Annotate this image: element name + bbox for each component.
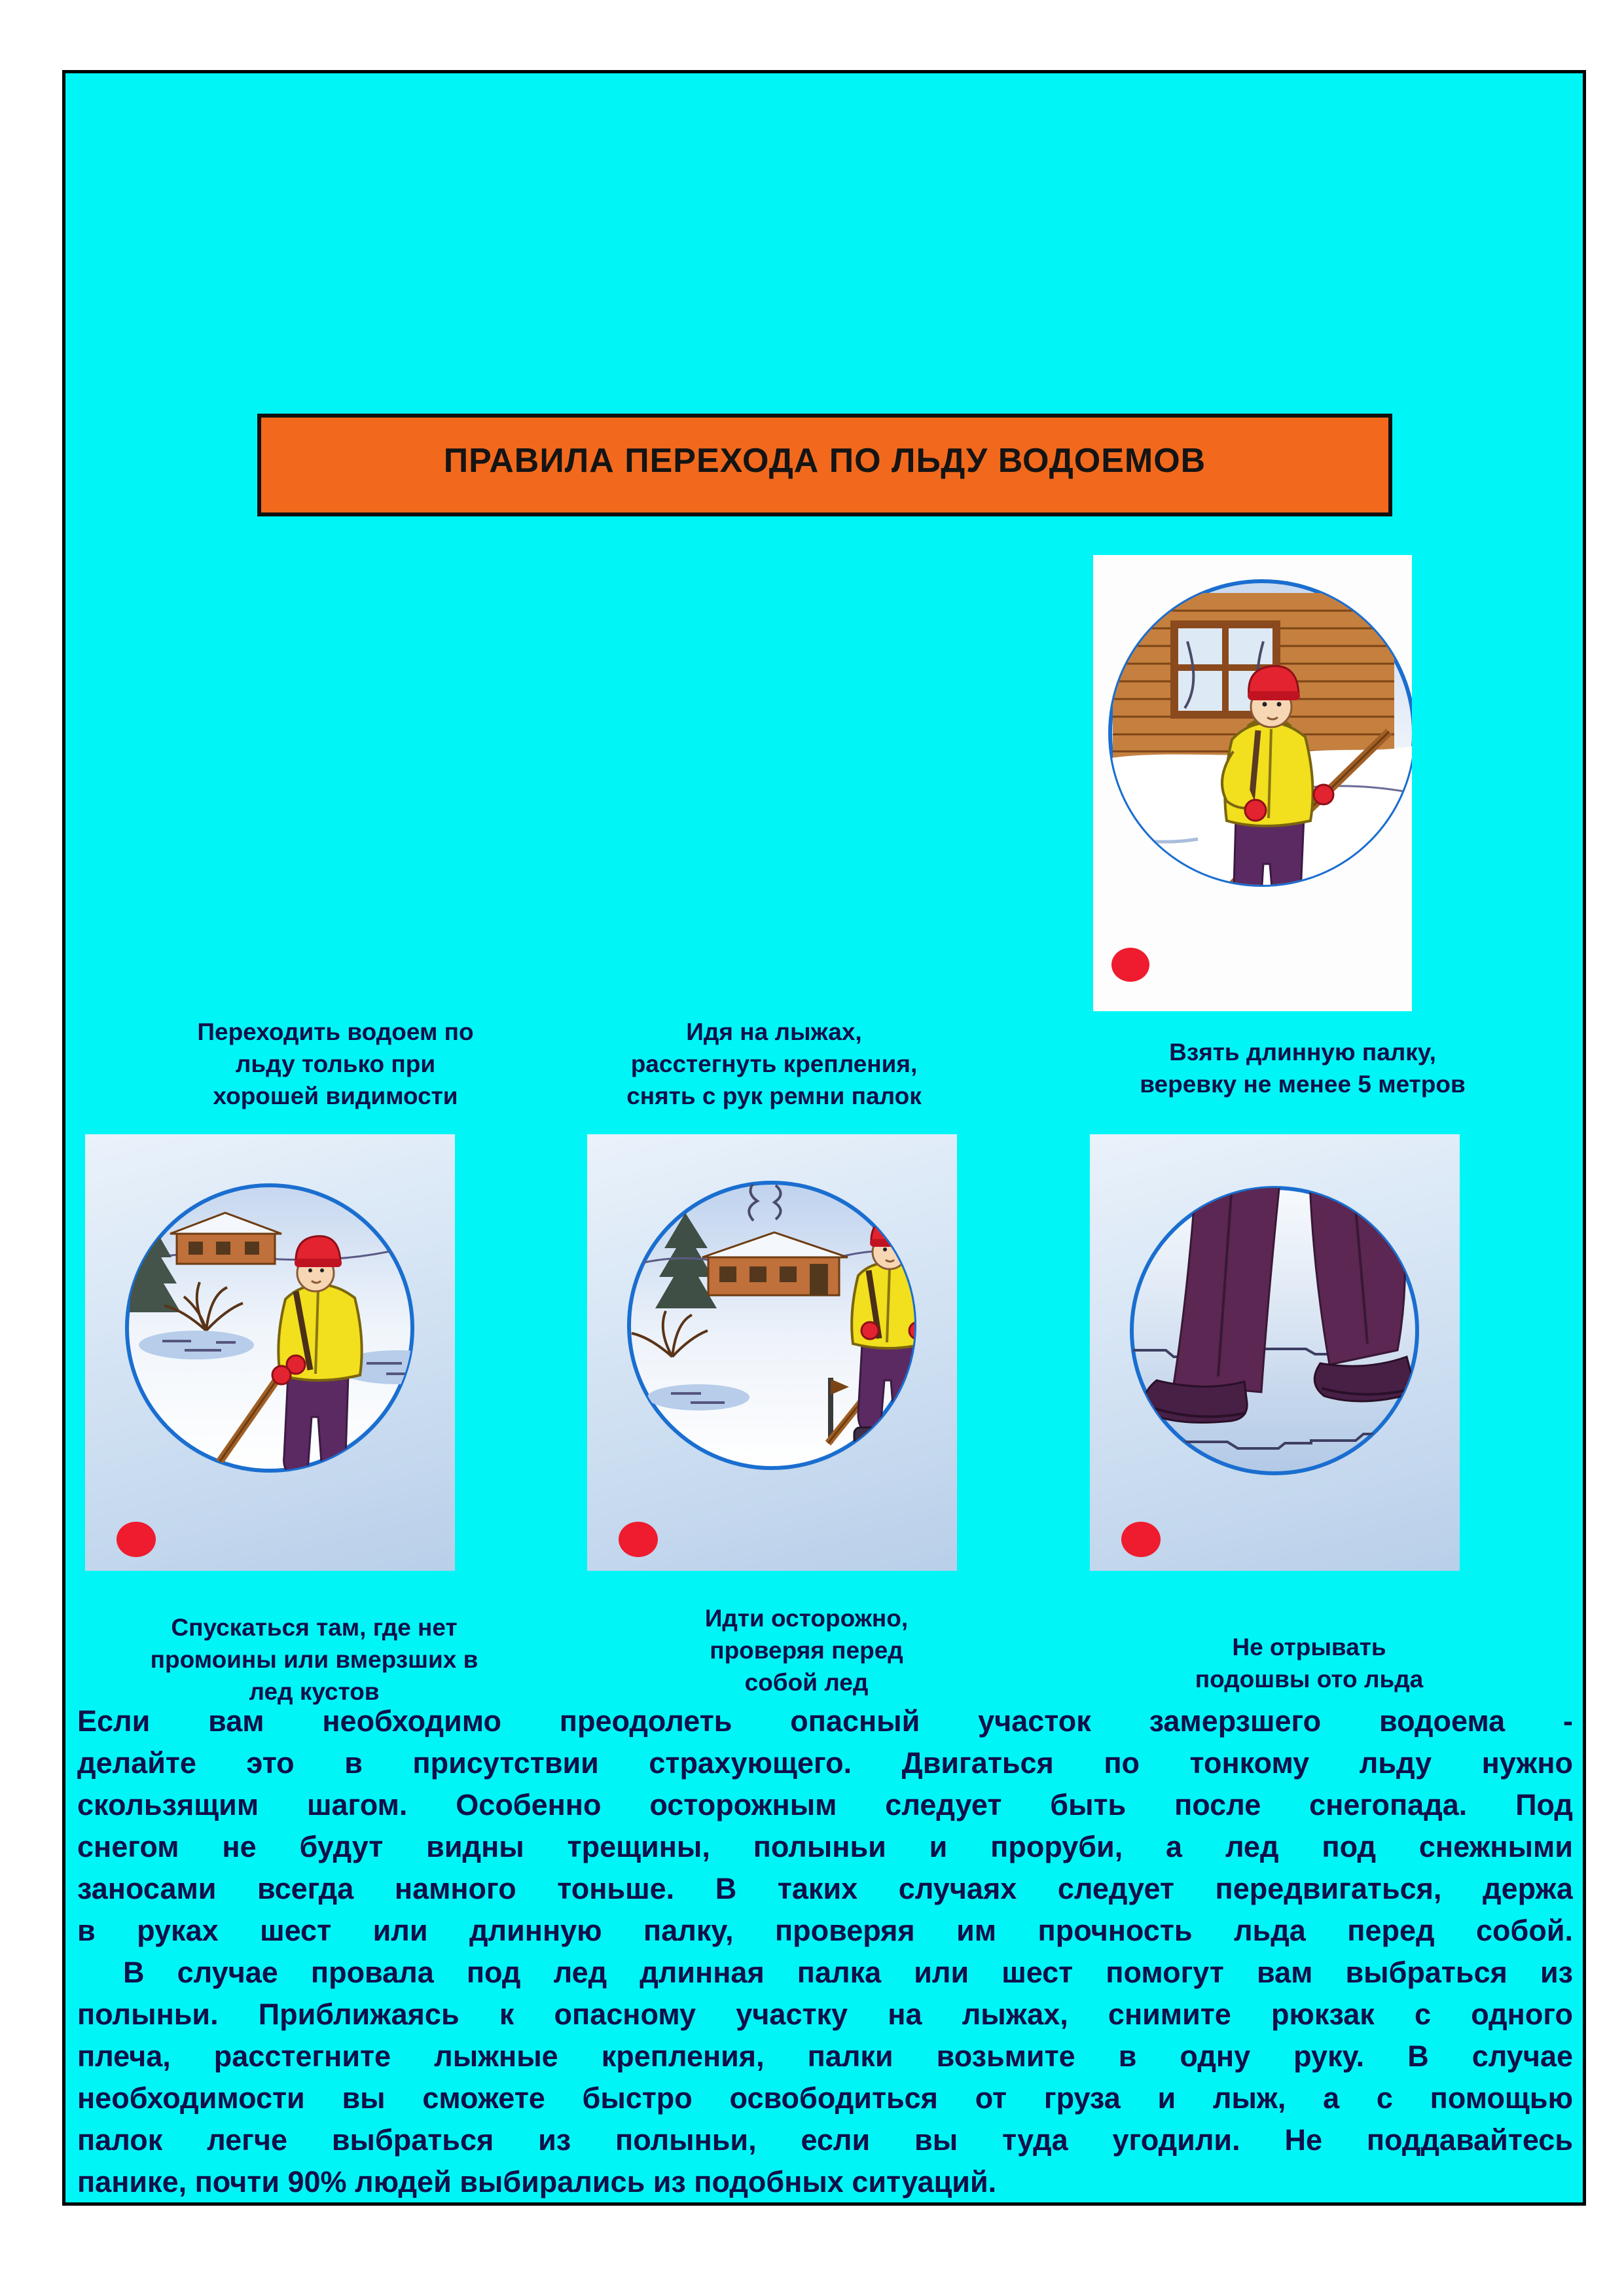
caption-good-visibility [151,1016,520,1112]
red-dot [117,1522,156,1557]
illustration-card-boots [1090,1134,1460,1571]
boots-illustration [1090,1134,1460,1571]
mitten [861,1322,878,1339]
boot [1228,922,1263,941]
caption-line: Спускаться там, где нет [171,1614,458,1641]
caption-line: хорошей видимости [213,1083,458,1109]
caption-line: Взять длинную палку, [1169,1039,1436,1066]
red-dot [1121,1522,1161,1557]
boot [335,1471,370,1489]
body-text-line: панике, почти 90% людей выбирались из подобных ситуаций. [77,2165,997,2198]
hero-illustration [1093,555,1412,1011]
body-text-line: Если вам необходимо преодолеть опасный участок замерзшего водоема - [77,1704,1573,1738]
body-text-line: снегом не будут видны трещины, полыньи и проруби, а лед под снежными [77,1830,1573,1863]
circle-frame [127,1185,412,1471]
caption-line: льду только при [235,1050,436,1077]
caption-walk-carefully [623,1602,990,1698]
frozen-patch [687,1477,818,1509]
body-text-line: плеча, расстегните лыжные крепления, палки возьмите в одну руку. В случае [77,2039,1573,2073]
caption-line: промоины или вмерзших в [150,1646,478,1673]
caption-line: лед кустов [249,1678,380,1705]
boot [1283,922,1320,941]
boot [908,1427,941,1444]
mitten [1245,800,1266,821]
body-text-line: в руках шест или длинную палку, проверяя им прочность льда перед собой. [77,1914,1573,1947]
body-text-line: палок легче выбраться из полыньи, если вы туда угодили. Не поддавайтесь [77,2123,1573,2157]
caption-keep-soles-on-ice [1126,1631,1492,1695]
mitten [909,1322,926,1339]
caption-line: подошвы ото льда [1195,1666,1424,1693]
caption-ski-bindings [589,1016,959,1112]
body-text-line: делайте это в присутствии страхующего. Двигаться по тонкому льду нужно [77,1746,1573,1780]
page-title: ПРАВИЛА ПЕРЕХОДА ПО ЛЬДУ ВОДОЕМОВ [443,441,1206,480]
caption-line: снять с рук ремни палок [626,1083,922,1109]
body-text-line: заносами всегда намного тоньше. В таких случаях следует передвигаться, держа [77,1872,1573,1905]
caption-line: Не отрывать [1232,1634,1386,1660]
caption-line: расстегнуть крепления, [630,1050,918,1077]
hero-illustration-card [1093,555,1412,1011]
caption-descend-safely [105,1611,524,1708]
caption-take-long-stick [1113,1036,1492,1100]
illustration-card-descend [85,1134,455,1571]
caption-line: веревку не менее 5 метров [1140,1071,1466,1098]
caption-line: Переходить водоем по [197,1018,474,1045]
body-text-line: полыньи. Приближаясь к опасному участку на лыжах, снимите рюкзак с одного [77,1998,1573,2031]
body-text-line: В случае провала под лед длинная палка или шест помогут вам выбраться из [123,1956,1573,1989]
frozen-patch [647,1384,749,1410]
caption-line: Идти осторожно, [704,1605,909,1632]
caption-line: собой лед [744,1669,869,1696]
frozen-patch [139,1331,254,1359]
caption-line: Идя на лыжах, [686,1018,862,1045]
body-text-line: необходимости вы сможете быстро освободиться от груза и лыж, а с помощью [77,2081,1573,2115]
mitten [1314,785,1333,804]
illustration-card-check-ice [587,1134,957,1571]
check-ice-illustration [587,1134,957,1571]
descend-illustration [85,1134,455,1571]
caption-line: проверяя перед [710,1637,903,1664]
body-text [77,1700,1573,2203]
boot [280,1471,314,1489]
red-dot [1111,948,1149,982]
mitten [272,1366,291,1384]
title-banner [257,414,1392,516]
red-dot [619,1522,658,1557]
body-text-line: скользящим шагом. Особенно осторожным следует быть после снегопада. Под [77,1788,1573,1821]
